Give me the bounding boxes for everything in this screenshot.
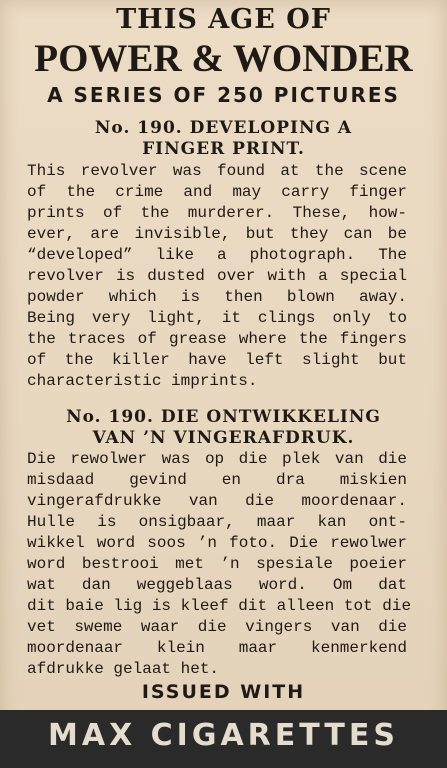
afrikaans-text-line: moordenaar klein maar kenmerkend (27, 639, 407, 657)
afrikaans-heading-line: No. 190. DIE ONTWIKKELING (66, 407, 381, 427)
english-heading (0, 118, 447, 160)
english-text-line: powder which is then blown away. (27, 288, 407, 306)
afrikaans-text-line: misdaad gevind en dra miskien (27, 471, 407, 489)
afrikaans-text-line: word bestrooi met ’n spesiale poeier (27, 555, 407, 573)
english-text-line: ever, are invisible, but they can be (27, 225, 407, 243)
english-text-line: of the killer have left slight but (27, 351, 407, 369)
english-text-line: the traces of grease where the fingers (27, 330, 407, 348)
series-title-line2: POWER & WONDER (34, 37, 413, 80)
issued-with-label: ISSUED WITH (141, 681, 306, 703)
english-text-line: “developed” like a photograph. The (27, 246, 407, 264)
afrikaans-text-line: dit baie lig is kleef dit alleen tot die (27, 597, 412, 615)
afrikaans-text-line: Die rewolwer was op die plek van die (27, 450, 407, 468)
afrikaans-description (27, 449, 412, 680)
english-text-line: characteristic imprints. (27, 372, 258, 390)
afrikaans-text-line: afdrukke gelaat het. (27, 660, 220, 678)
afrikaans-text-line: wat dan weggeblaas word. Om dat (27, 576, 407, 594)
afrikaans-heading (0, 407, 447, 449)
series-title-line1: THIS AGE OF (116, 4, 331, 35)
english-text-line: This revolver was found at the scene (27, 162, 407, 180)
afrikaans-text-line: Hulle is onsigbaar, maar kan ont- (27, 513, 407, 531)
afrikaans-text-line: vingerafdrukke van die moordenaar. (27, 492, 407, 510)
afrikaans-text-line: vet sweme waar die vingers van die (27, 618, 407, 636)
english-heading-line: No. 190. DEVELOPING A (94, 118, 353, 138)
english-text-line: revolver is dusted over with a special (27, 267, 407, 285)
afrikaans-heading-line: VAN ’N VINGERAFDRUK. (92, 428, 355, 448)
english-description (27, 161, 407, 392)
brand-name: MAX CIGARETTES (48, 718, 399, 753)
afrikaans-text-line: wikkel word soos ’n foto. Die rewolwer (27, 534, 407, 552)
english-text-line: prints of the murderer. These, how- (27, 204, 407, 222)
english-text-line: Being very light, it clings only to (27, 309, 407, 327)
english-heading-line: FINGER PRINT. (142, 139, 305, 159)
english-text-line: of the crime and may carry finger (27, 183, 407, 201)
series-subtitle: A SERIES OF 250 PICTURES (47, 83, 400, 107)
